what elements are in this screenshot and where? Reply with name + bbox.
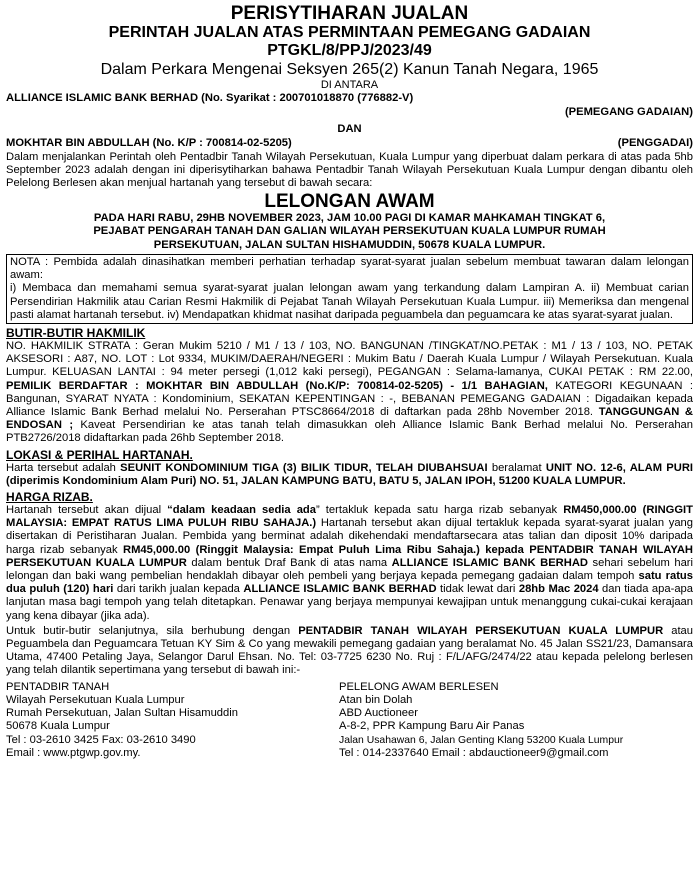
lokasi-property-type: SEUNIT KONDOMINIUM TIGA (3) BILIK TIDUR, TELAH DIUBAHSUAI [120, 461, 488, 474]
lokasi-paragraph [6, 462, 693, 488]
footer-left-line: 50678 Kuala Lumpur [6, 720, 110, 733]
butir-text-2: KATEGORI KEGUNAAN : Bangunan, SYARAT NYATA : Kondominium, SEKATAN KEPENTINGAN : -, BEBANAN PEMEGANG GADAIAN : Digadaikan kepada Alliance Islamic Bank Berhad melalui No. Perserahan PTSC8664/2018 di daftarkan pada 28hb November 2018. [6, 379, 693, 419]
footer-left-line: Tel : 03-2610 3425 Fax: 03-2610 3490 [6, 733, 196, 746]
harga-period: satu ratus dua puluh (120) hari [6, 570, 693, 596]
lokasi-text-2: beralamat [487, 461, 546, 474]
footer-auctioneer [339, 681, 672, 760]
chargor-name: MOKHTAR BIN ABDULLAH (No. K/P : 700814-02-5205) [6, 137, 292, 149]
lokasi-address: UNIT NO. 12-6, ALAM PURI (diperimis Kondominium Alam Puri) NO. 51, JALAN KAMPUNG BATU, BATU 5, JALAN IPOH, 51200 KUALA LUMPUR. [6, 461, 694, 487]
chargor-role: (PENGGADAI) [617, 137, 693, 149]
harga-text-1: Hartanah tersebut akan dijual [6, 504, 168, 517]
butir-paragraph [6, 340, 693, 446]
between-label: DI ANTARA [320, 79, 379, 91]
footer-right-line: Tel : 014-2337640 Email : abdauctioneer9@gmail.com [339, 746, 609, 759]
butir-text-3: Kaveat Persendirian ke atas tanah telah dimasukkan oleh Alliance Islamic Bank Berhad melalui No. Perserahan PTB2726/2018 didaftarkan pada 26hb September 2018. [6, 419, 693, 445]
nota-line-2: i) Membaca dan memahami semua syarat-syarat jualan lelongan awam yang terkandung dalam Lampiran A. ii) Membuat carian Persendirian Hakmilik atau Carian Resmi Hakmilik di Pejabat Tanah Wilayah Persekutuan Kuala Lumpur. iii) Memeriksa dan mengenal pasti alamat hartanah tersebut. iv) Mendapatkan khidmat nasihat daripada peguambela dan peguamcara ke atas syarat-syarat jualan. [10, 282, 689, 321]
intro-paragraph: Dalam menjalankan Perintah oleh Pentadbir Tanah Wilayah Persekutuan, Kuala Lumpur yang diperbuat dalam perkara di atas pada 5hb September 2023 adalah dengan ini diperisytiharkan bahawa Pentadbir Tanah Wilayah Persekutuan Kuala Lumpur dengan dibantu oleh Pelelong Berlesen akan menjual hartanah yang tersebut di bawah secara: [6, 150, 693, 189]
reference-number: PTGKL/8/PPJ/2023/49 [267, 42, 432, 59]
butir-owner: PEMILIK BERDAFTAR : MOKHTAR BIN ABDULLAH (No.K/P: 700814-02-5205) - 1/1 BAHAGIAN, [6, 379, 548, 392]
footer-right-line: Jalan Usahawan 6, Jalan Genting Klang 53200 Kuala Lumpur [339, 734, 624, 746]
footer-left-line: Rumah Persekutuan, Jalan Sultan Hisamuddin [6, 707, 238, 720]
auction-line-1: PADA HARI RABU, 29HB NOVEMBER 2023, JAM 10.00 PAGI DI KAMAR MAHKAMAH TINGKAT 6, [93, 212, 606, 225]
chargee-role-row [6, 106, 693, 120]
harga-text-4: dalam bentuk Draf Bank di atas nama [186, 556, 392, 569]
footer-right-line: PELELONG AWAM BERLESEN [339, 680, 499, 693]
harga-text-7: tidak lewat dari [436, 583, 519, 596]
lokasi-heading: LOKASI & PERIHAL HARTANAH. [6, 447, 193, 462]
auction-title: LELONGAN AWAM [264, 191, 435, 213]
notice-title: PERISYTIHARAN JUALAN [230, 3, 469, 24]
butir-text-1: NO. HAKMILIK STRATA : Geran Mukim 5210 / M1 / 13 / 103, NO. BANGUNAN /TINGKAT/NO.PETAK : M1 / 13 / 103, NO. PETAK AKSESORI : A87, NO. LOT : Lot 9334, MUKIM/DAERAH/NEGERI : Mukim Batu / Daerah Kuala Lumpur / Wilayah Persekutuan. Kuala Lumpur. KELUASAN LANTAI : 94 meter persegi (1,012 kaki persegi), PEGANGAN : Selama-lamanya, CUKAI PETAK : RM 22.00, [6, 340, 693, 379]
footer-land-administrator [6, 681, 339, 760]
footer-contacts [6, 681, 693, 760]
notice-subtitle: PERINTAH JUALAN ATAS PERMINTAAN PEMEGANG GADAIAN [108, 24, 591, 41]
butir-endosan-label: TANGGUNGAN & ENDOSAN ; [6, 406, 693, 432]
matter-line: Dalam Perkara Mengenai Seksyen 265(2) Kanun Tanah Negara, 1965 [100, 61, 599, 78]
auction-line-2: PEJABAT PENGARAH TANAH DAN GALIAN WILAYAH PERSEKUTUAN KUALA LUMPUR RUMAH [93, 225, 606, 238]
harga-paragraph [6, 504, 693, 623]
contact-text-2: atau Peguambela dan Peguamcara Tetuan KY Sim & Co yang mewakili pemegang gadaian yang beralamat No. 45 Jalan SS21/23, Damansara Utama, 47400 Petaling Jaya, Selangor Darul Ehsan. No. Tel: 03-7725 6230 No. Ruj : F/L/AFG/2474/22 atau kepada pelelong berlesen yang telah dilantik sepertimana yang tersebut di bawah ini:- [6, 624, 693, 677]
footer-left-line: Email : www.ptgwp.gov.my. [6, 746, 141, 759]
contact-paragraph [6, 625, 693, 678]
contact-land-admin: PENTADBIR TANAH WILAYAH PERSEKUTUAN KUALA LUMPUR [298, 624, 664, 637]
nota-line-1: NOTA : Pembida adalah dinasihatkan memberi perhatian terhadap syarat-syarat jualan sebelum membuat tawaran dalam lelongan awam: [10, 256, 689, 282]
footer-right-line: A-8-2, PPR Kampung Baru Air Panas [339, 720, 525, 733]
nota-box [6, 254, 693, 324]
harga-deadline: 28hb Mac 2024 [518, 583, 599, 596]
chargor-row [6, 137, 693, 151]
harga-condition: “dalam keadaan sedia ada [167, 504, 316, 517]
harga-bank-name-1: ALLIANCE ISLAMIC BANK BERHAD [391, 556, 588, 569]
chargee-name: ALLIANCE ISLAMIC BANK BERHAD (No. Syarikat : 200701018870 (776882-V) [6, 92, 414, 104]
footer-left-line: PENTADBIR TANAH [6, 680, 110, 693]
harga-text-6: dari tarikh jualan kepada [113, 583, 244, 596]
harga-text-8: dan tiada apa-apa lanjutan masa bagi tempoh yang telah ditetapkan. Penawar yang berjaya mempunyai kewajipan untuk menanggung cukai-cukai kerajaan yang kena dibayar (jika ada). [6, 583, 693, 622]
and-label: DAN [337, 123, 362, 135]
harga-deposit: RM45,000.00 (Ringgit Malaysia: Empat Puluh Lima Ribu Sahaja.) kepada PENTADBIR TANAH WILAYAH PERSEKUTUAN KUALA LUMPUR [6, 543, 694, 569]
footer-right-line: Atan bin Dolah [339, 693, 413, 706]
harga-reserve-price: RM450,000.00 (RINGGIT MALAYSIA: EMPAT RATUS LIMA PULUH RIBU SAHAJA.) [6, 504, 693, 530]
footer-right-line: ABD Auctioneer [339, 707, 418, 720]
butir-heading: BUTIR-BUTIR HAKMILIK [6, 326, 146, 341]
harga-text-2: ” tertakluk kepada satu harga rizab sebanyak [316, 504, 564, 517]
harga-text-5: sehari sebelum hari lelongan dan baki wang pembelian hendaklah dibayar oleh pembeli yang berjaya kepada pemegang gadaian dalam tempoh [6, 556, 694, 583]
harga-text-3: Hartanah tersebut akan dijual tertakluk kepada syarat-syarat jualan yang disertakan di Peristiharan Jualan. Pembida yang berminat adalah dikehendaki mendaftarsecara atas talian dan diposit 10% daripada harga rizab sebanyak [6, 517, 693, 556]
auction-line-3: PERSEKUTUAN, JALAN SULTAN HISHAMUDDIN, 50678 KUALA LUMPUR. [153, 238, 546, 251]
chargee-row [6, 92, 693, 106]
chargee-role: (PEMEGANG GADAIAN) [564, 105, 693, 118]
lokasi-text-1: Harta tersebut adalah [6, 461, 121, 474]
harga-bank-name-2: ALLIANCE ISLAMIC BANK BERHAD [243, 583, 437, 596]
footer-left-line: Wilayah Persekutuan Kuala Lumpur [6, 693, 185, 706]
contact-text-1: Untuk butir-butir selanjutnya, sila berhubung dengan [6, 624, 299, 637]
harga-heading: HARGA RIZAB. [6, 490, 93, 505]
